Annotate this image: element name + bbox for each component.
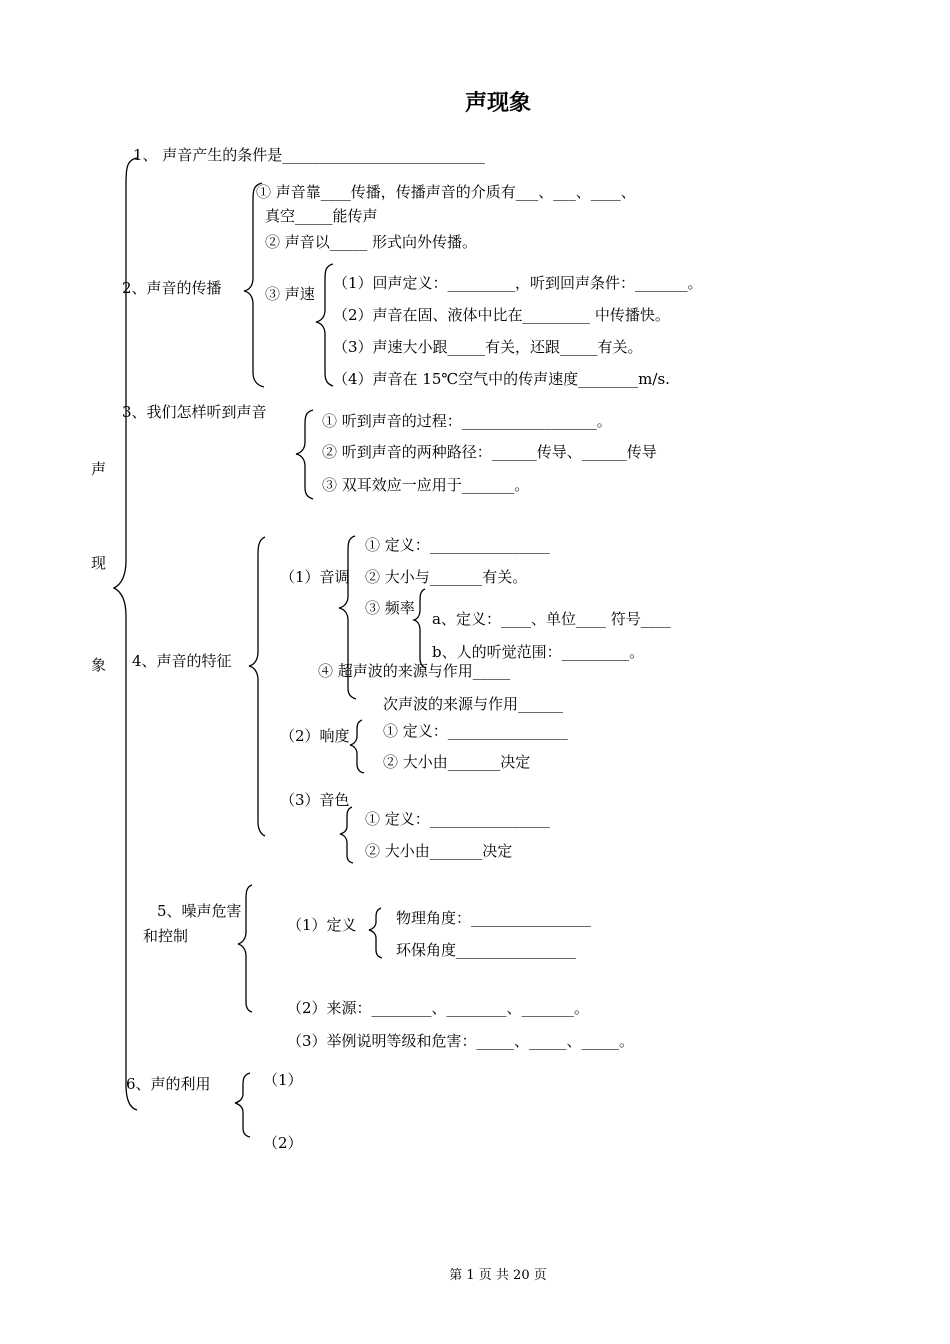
speed-item-4: （4）声音在 15℃空气中的传声速度________m/s. [333,370,670,388]
speed-item-2: （2）声音在固、液体中比在_________ 中传播快。 [333,306,670,324]
timbre-brace [340,807,353,863]
s2-line-1: ① 声音靠____传播，传播声音的介质有___、___、____、 [256,183,636,201]
s5-def-label: （1）定义 [287,916,357,934]
s4-label: 4、声音的特征 [132,652,232,670]
s5-def-brace [369,908,382,958]
speed-label: ③ 声速 [265,285,315,303]
s6-brace [235,1073,250,1137]
s3-brace [296,410,313,499]
infrasound-line: 次声波的来源与作用______ [383,695,564,713]
s5-def-env: 环保角度________________ [396,941,577,959]
s6-label: 6、声的利用 [126,1075,211,1093]
s3-item-3: ③ 双耳效应一应用于_______。 [322,476,530,494]
page-title: 声现象 [464,91,531,116]
speed-brace [316,264,333,386]
pitch-item-3: ③ 频率 [365,599,415,617]
s6-item-2: （2） [263,1134,303,1152]
loudness-label: （2）响度 [280,727,350,745]
s5-example: （3）举例说明等级和危害：_____、_____、_____。 [287,1032,635,1050]
s1-label: 1、 声音产生的条件是___________________________ [133,146,485,164]
side-label-2: 现 [91,554,107,572]
loudness-item-1: ① 定义：________________ [383,722,568,740]
loudness-item-2: ② 大小由_______决定 [383,753,531,771]
s3-item-2: ② 听到声音的两种路径：______传导、______传导 [322,443,657,461]
s2-brace [244,183,264,387]
speed-item-1: （1）回声定义：_________，听到回声条件：_______。 [333,274,703,292]
pitch-item-1: ① 定义：________________ [365,536,550,554]
s2-line-3: ② 声音以_____ 形式向外传播。 [265,233,478,251]
freq-item-1: a、定义：____、单位____ 符号____ [432,610,671,628]
s5-label-2: 和控制 [143,927,189,945]
s6-item-1: （1） [263,1071,303,1089]
s5-source: （2）来源：________、________、_______。 [287,999,590,1017]
s3-label: 3、我们怎样听到声音 [122,403,267,421]
pitch-item-2: ② 大小与_______有关。 [365,568,528,586]
timbre-label: （3）音色 [280,791,350,809]
main-brace [114,158,137,1110]
s5-label-1: 5、噪声危害 [157,902,242,920]
side-label-1: 声 [91,460,107,478]
s4-brace [249,537,265,836]
s2-label: 2、声音的传播 [122,279,222,297]
loud-brace [350,720,364,773]
page-footer: 第 1 页 共 20 页 [449,1268,547,1283]
timbre-item-2: ② 大小由_______决定 [365,842,513,860]
s5-def-physics: 物理角度：________________ [396,909,592,927]
s3-item-1: ① 听到声音的过程：__________________。 [322,412,612,430]
freq-item-2: b、人的听觉范围：_________。 [432,643,645,661]
timbre-item-1: ① 定义：________________ [365,810,550,828]
speed-item-3: （3）声速大小跟_____有关，还跟_____有关。 [333,338,643,356]
pitch-label: （1）音调 [280,568,350,586]
side-label-3: 象 [91,656,107,674]
ultrasound-line: ④ 超声波的来源与作用_____ [318,662,511,680]
freq-brace [414,589,426,668]
s2-line-2: 真空_____能传声 [265,207,378,225]
